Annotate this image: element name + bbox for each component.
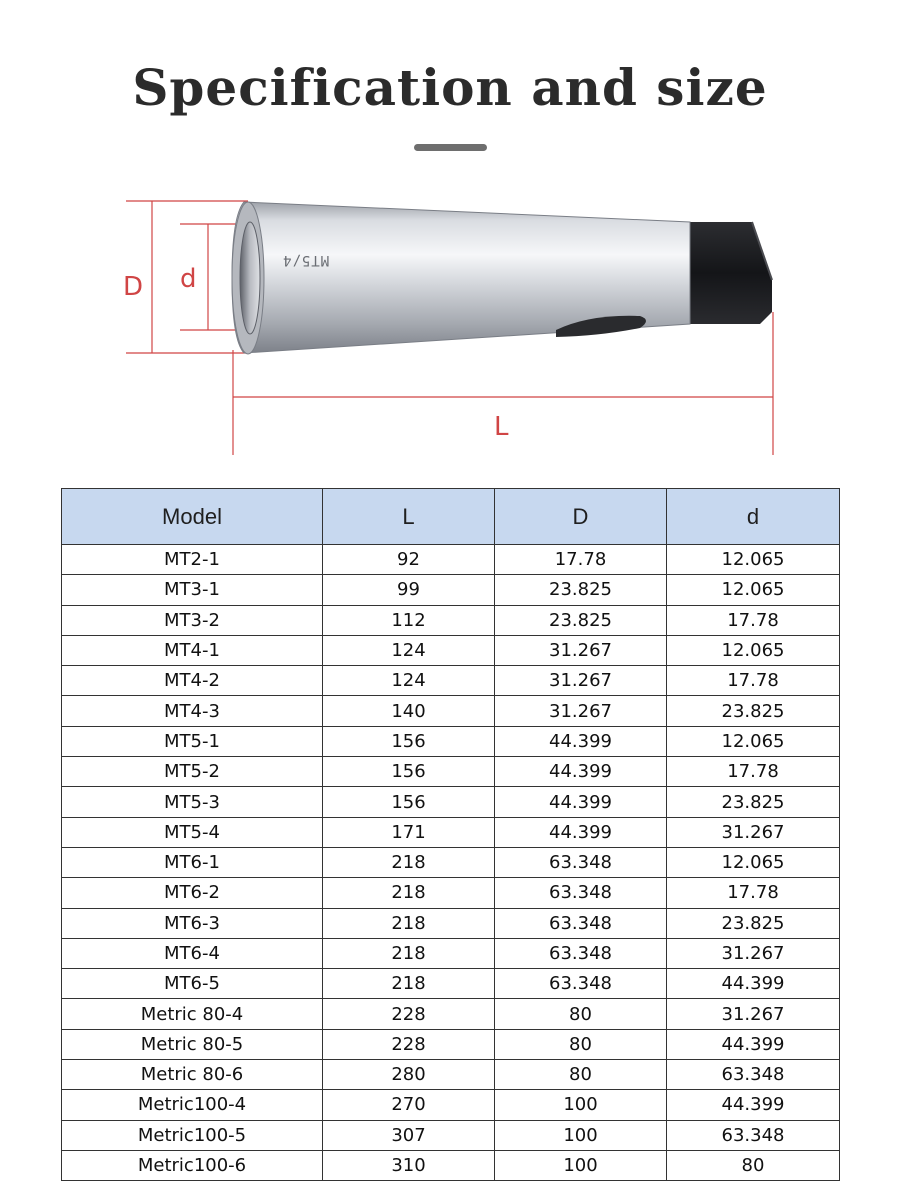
table-row (62, 726, 840, 756)
cell-model: MT5-4 (62, 817, 323, 847)
cell-model: MT5-3 (62, 787, 323, 817)
cell-model: Metric 80-6 (62, 1060, 323, 1090)
table-row (62, 696, 840, 726)
cell-outer-diameter: 44.399 (495, 787, 667, 817)
cell-outer-diameter: 44.399 (495, 757, 667, 787)
table-row (62, 545, 840, 575)
table-row (62, 1150, 840, 1180)
table-header-row (62, 489, 840, 545)
sleeve-tang (688, 222, 772, 324)
cell-length: 280 (323, 1060, 495, 1090)
cell-outer-diameter: 80 (495, 1060, 667, 1090)
cell-length: 218 (323, 908, 495, 938)
part-marking: MT5/4 (282, 252, 330, 268)
table-body (62, 545, 840, 1181)
cell-outer-diameter: 44.399 (495, 817, 667, 847)
header-outer-diameter: D (495, 489, 667, 545)
cell-outer-diameter: 63.348 (495, 908, 667, 938)
cell-outer-diameter: 31.267 (495, 696, 667, 726)
cell-inner-diameter: 23.825 (667, 787, 840, 817)
cell-length: 307 (323, 1120, 495, 1150)
cell-inner-diameter: 12.065 (667, 847, 840, 877)
cell-inner-diameter: 23.825 (667, 696, 840, 726)
table-row (62, 1120, 840, 1150)
cell-length: 156 (323, 757, 495, 787)
cell-outer-diameter: 31.267 (495, 666, 667, 696)
table-row (62, 878, 840, 908)
table-row (62, 1060, 840, 1090)
cell-outer-diameter: 100 (495, 1120, 667, 1150)
table-row (62, 1090, 840, 1120)
cell-inner-diameter: 12.065 (667, 635, 840, 665)
cell-inner-diameter: 44.399 (667, 1090, 840, 1120)
cell-inner-diameter: 12.065 (667, 575, 840, 605)
cell-length: 218 (323, 847, 495, 877)
cell-inner-diameter: 17.78 (667, 605, 840, 635)
cell-model: Metric100-5 (62, 1120, 323, 1150)
table-row (62, 847, 840, 877)
cell-model: Metric 80-4 (62, 999, 323, 1029)
header-model: Model (62, 489, 323, 545)
cell-outer-diameter: 23.825 (495, 575, 667, 605)
cell-model: Metric100-4 (62, 1090, 323, 1120)
cell-outer-diameter: 100 (495, 1090, 667, 1120)
sleeve-bore (240, 222, 260, 334)
cell-inner-diameter: 31.267 (667, 938, 840, 968)
cell-inner-diameter: 23.825 (667, 908, 840, 938)
sleeve-diagram (0, 190, 900, 470)
cell-length: 112 (323, 605, 495, 635)
cell-length: 140 (323, 696, 495, 726)
cell-outer-diameter: 80 (495, 1029, 667, 1059)
page-title: Specification and size (132, 58, 768, 117)
cell-model: MT4-2 (62, 666, 323, 696)
cell-length: 228 (323, 999, 495, 1029)
cell-length: 124 (323, 635, 495, 665)
cell-inner-diameter: 12.065 (667, 726, 840, 756)
cell-model: MT5-2 (62, 757, 323, 787)
table-row (62, 969, 840, 999)
table-row (62, 999, 840, 1029)
cell-outer-diameter: 63.348 (495, 969, 667, 999)
morse-taper-sleeve-illustration (0, 190, 900, 470)
cell-inner-diameter: 31.267 (667, 817, 840, 847)
cell-model: Metric 80-5 (62, 1029, 323, 1059)
cell-model: MT3-1 (62, 575, 323, 605)
cell-model: MT6-3 (62, 908, 323, 938)
table-row (62, 575, 840, 605)
table-row (62, 605, 840, 635)
cell-length: 156 (323, 787, 495, 817)
cell-length: 310 (323, 1150, 495, 1180)
header-length: L (323, 489, 495, 545)
cell-inner-diameter: 17.78 (667, 878, 840, 908)
cell-length: 218 (323, 969, 495, 999)
title-underline (414, 144, 487, 151)
cell-model: MT4-1 (62, 635, 323, 665)
cell-length: 228 (323, 1029, 495, 1059)
cell-inner-diameter: 31.267 (667, 999, 840, 1029)
cell-outer-diameter: 63.348 (495, 847, 667, 877)
table-row (62, 666, 840, 696)
cell-outer-diameter: 44.399 (495, 726, 667, 756)
cell-length: 218 (323, 878, 495, 908)
cell-model: MT6-2 (62, 878, 323, 908)
cell-inner-diameter: 44.399 (667, 1029, 840, 1059)
table-row (62, 787, 840, 817)
table-row (62, 635, 840, 665)
cell-length: 99 (323, 575, 495, 605)
cell-length: 124 (323, 666, 495, 696)
cell-length: 270 (323, 1090, 495, 1120)
outer-diameter-label: D (123, 272, 144, 302)
cell-outer-diameter: 23.825 (495, 605, 667, 635)
table-row (62, 1029, 840, 1059)
cell-inner-diameter: 44.399 (667, 969, 840, 999)
cell-model: Metric100-6 (62, 1150, 323, 1180)
cell-length: 156 (323, 726, 495, 756)
cell-inner-diameter: 12.065 (667, 545, 840, 575)
cell-model: MT6-5 (62, 969, 323, 999)
length-label: L (494, 412, 509, 442)
cell-outer-diameter: 80 (495, 999, 667, 1029)
cell-outer-diameter: 63.348 (495, 938, 667, 968)
cell-outer-diameter: 100 (495, 1150, 667, 1180)
cell-inner-diameter: 80 (667, 1150, 840, 1180)
table-row (62, 817, 840, 847)
cell-inner-diameter: 63.348 (667, 1060, 840, 1090)
inner-diameter-label: d (180, 264, 197, 294)
table-row (62, 938, 840, 968)
table-row (62, 908, 840, 938)
cell-model: MT6-1 (62, 847, 323, 877)
cell-model: MT6-4 (62, 938, 323, 968)
cell-model: MT3-2 (62, 605, 323, 635)
cell-inner-diameter: 17.78 (667, 666, 840, 696)
cell-length: 218 (323, 938, 495, 968)
cell-model: MT5-1 (62, 726, 323, 756)
cell-outer-diameter: 31.267 (495, 635, 667, 665)
cell-length: 92 (323, 545, 495, 575)
table-row (62, 757, 840, 787)
spec-table (61, 488, 840, 1181)
cell-model: MT4-3 (62, 696, 323, 726)
header-inner-diameter: d (667, 489, 840, 545)
cell-model: MT2-1 (62, 545, 323, 575)
cell-inner-diameter: 17.78 (667, 757, 840, 787)
cell-inner-diameter: 63.348 (667, 1120, 840, 1150)
cell-outer-diameter: 63.348 (495, 878, 667, 908)
cell-length: 171 (323, 817, 495, 847)
cell-outer-diameter: 17.78 (495, 545, 667, 575)
